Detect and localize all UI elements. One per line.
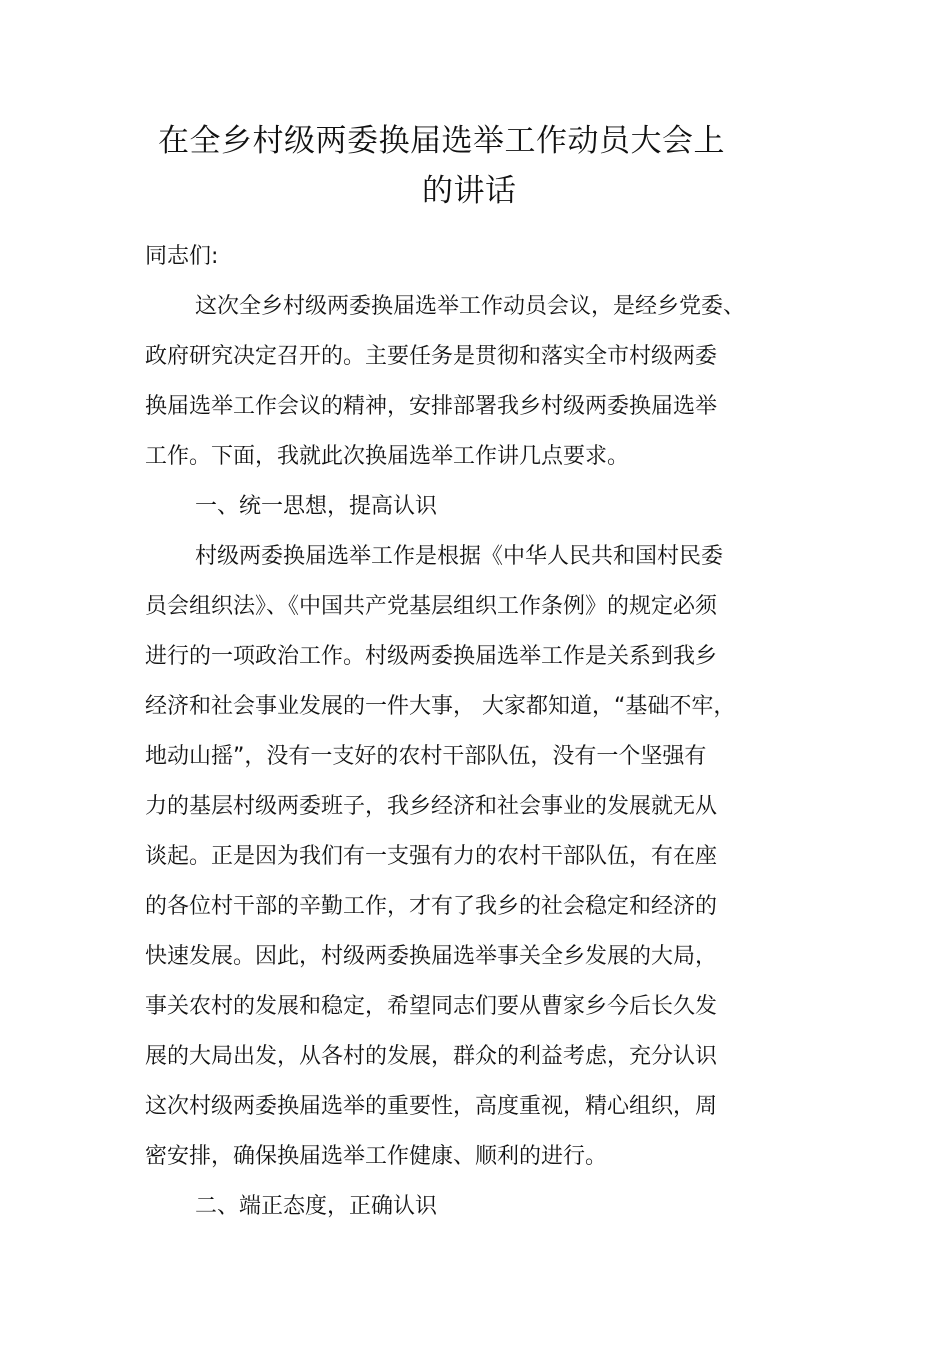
paragraph-line: 员会组织法》、《中国共产党基层组织工作条例》的规定必须 <box>145 594 718 619</box>
paragraph-line: 进行的一项政治工作。村级两委换届选举工作是关系到我乡 <box>145 644 718 669</box>
document-title-line-1: 在全乡村级两委换届选举工作动员大会上 <box>158 123 725 159</box>
paragraph-line: 展的大局出发，从各村的发展，群众的利益考虑，充分认识 <box>145 1044 718 1069</box>
section-heading: 二、端正态度，正确认识 <box>195 1194 438 1219</box>
paragraph-line: 谈起。正是因为我们有一支强有力的农村干部队伍，有在座 <box>145 844 718 869</box>
paragraph-line: 经济和社会事业发展的一件大事， 大家都知道，“基础不牢， <box>145 694 736 719</box>
paragraph-line: 力的基层村级两委班子，我乡经济和社会事业的发展就无从 <box>145 794 718 819</box>
paragraph-line: 政府研究决定召开的。主要任务是贯彻和落实全市村级两委 <box>145 344 718 369</box>
paragraph-line: 的各位村干部的辛勤工作，才有了我乡的社会稳定和经济的 <box>145 894 718 919</box>
paragraph-line: 这次全乡村级两委换届选举工作动员会议，是经乡党委、 <box>195 294 746 319</box>
paragraph-line: 工作。下面，我就此次换届选举工作讲几点要求。 <box>145 444 630 469</box>
paragraph-line: 换届选举工作会议的精神，安排部署我乡村级两委换届选举 <box>145 394 718 419</box>
paragraph-line: 事关农村的发展和稳定，希望同志们要从曹家乡今后长久发 <box>145 994 718 1019</box>
paragraph-line: 快速发展。因此，村级两委换届选举事关全乡发展的大局， <box>145 944 718 969</box>
section-heading: 一、统一思想，提高认识 <box>195 494 438 519</box>
paragraph-line: 这次村级两委换届选举的重要性，高度重视，精心组织，周 <box>145 1094 718 1119</box>
paragraph-line: 密安排，确保换届选举工作健康、顺利的进行。 <box>145 1144 608 1169</box>
paragraph-line: 村级两委换届选举工作是根据《中华人民共和国村民委 <box>195 544 724 569</box>
document-title-line-2: 的讲话 <box>422 173 517 209</box>
salutation: 同志们: <box>145 244 219 269</box>
paragraph-line: 地动山摇”，没有一支好的农村干部队伍，没有一个坚强有 <box>145 744 707 769</box>
